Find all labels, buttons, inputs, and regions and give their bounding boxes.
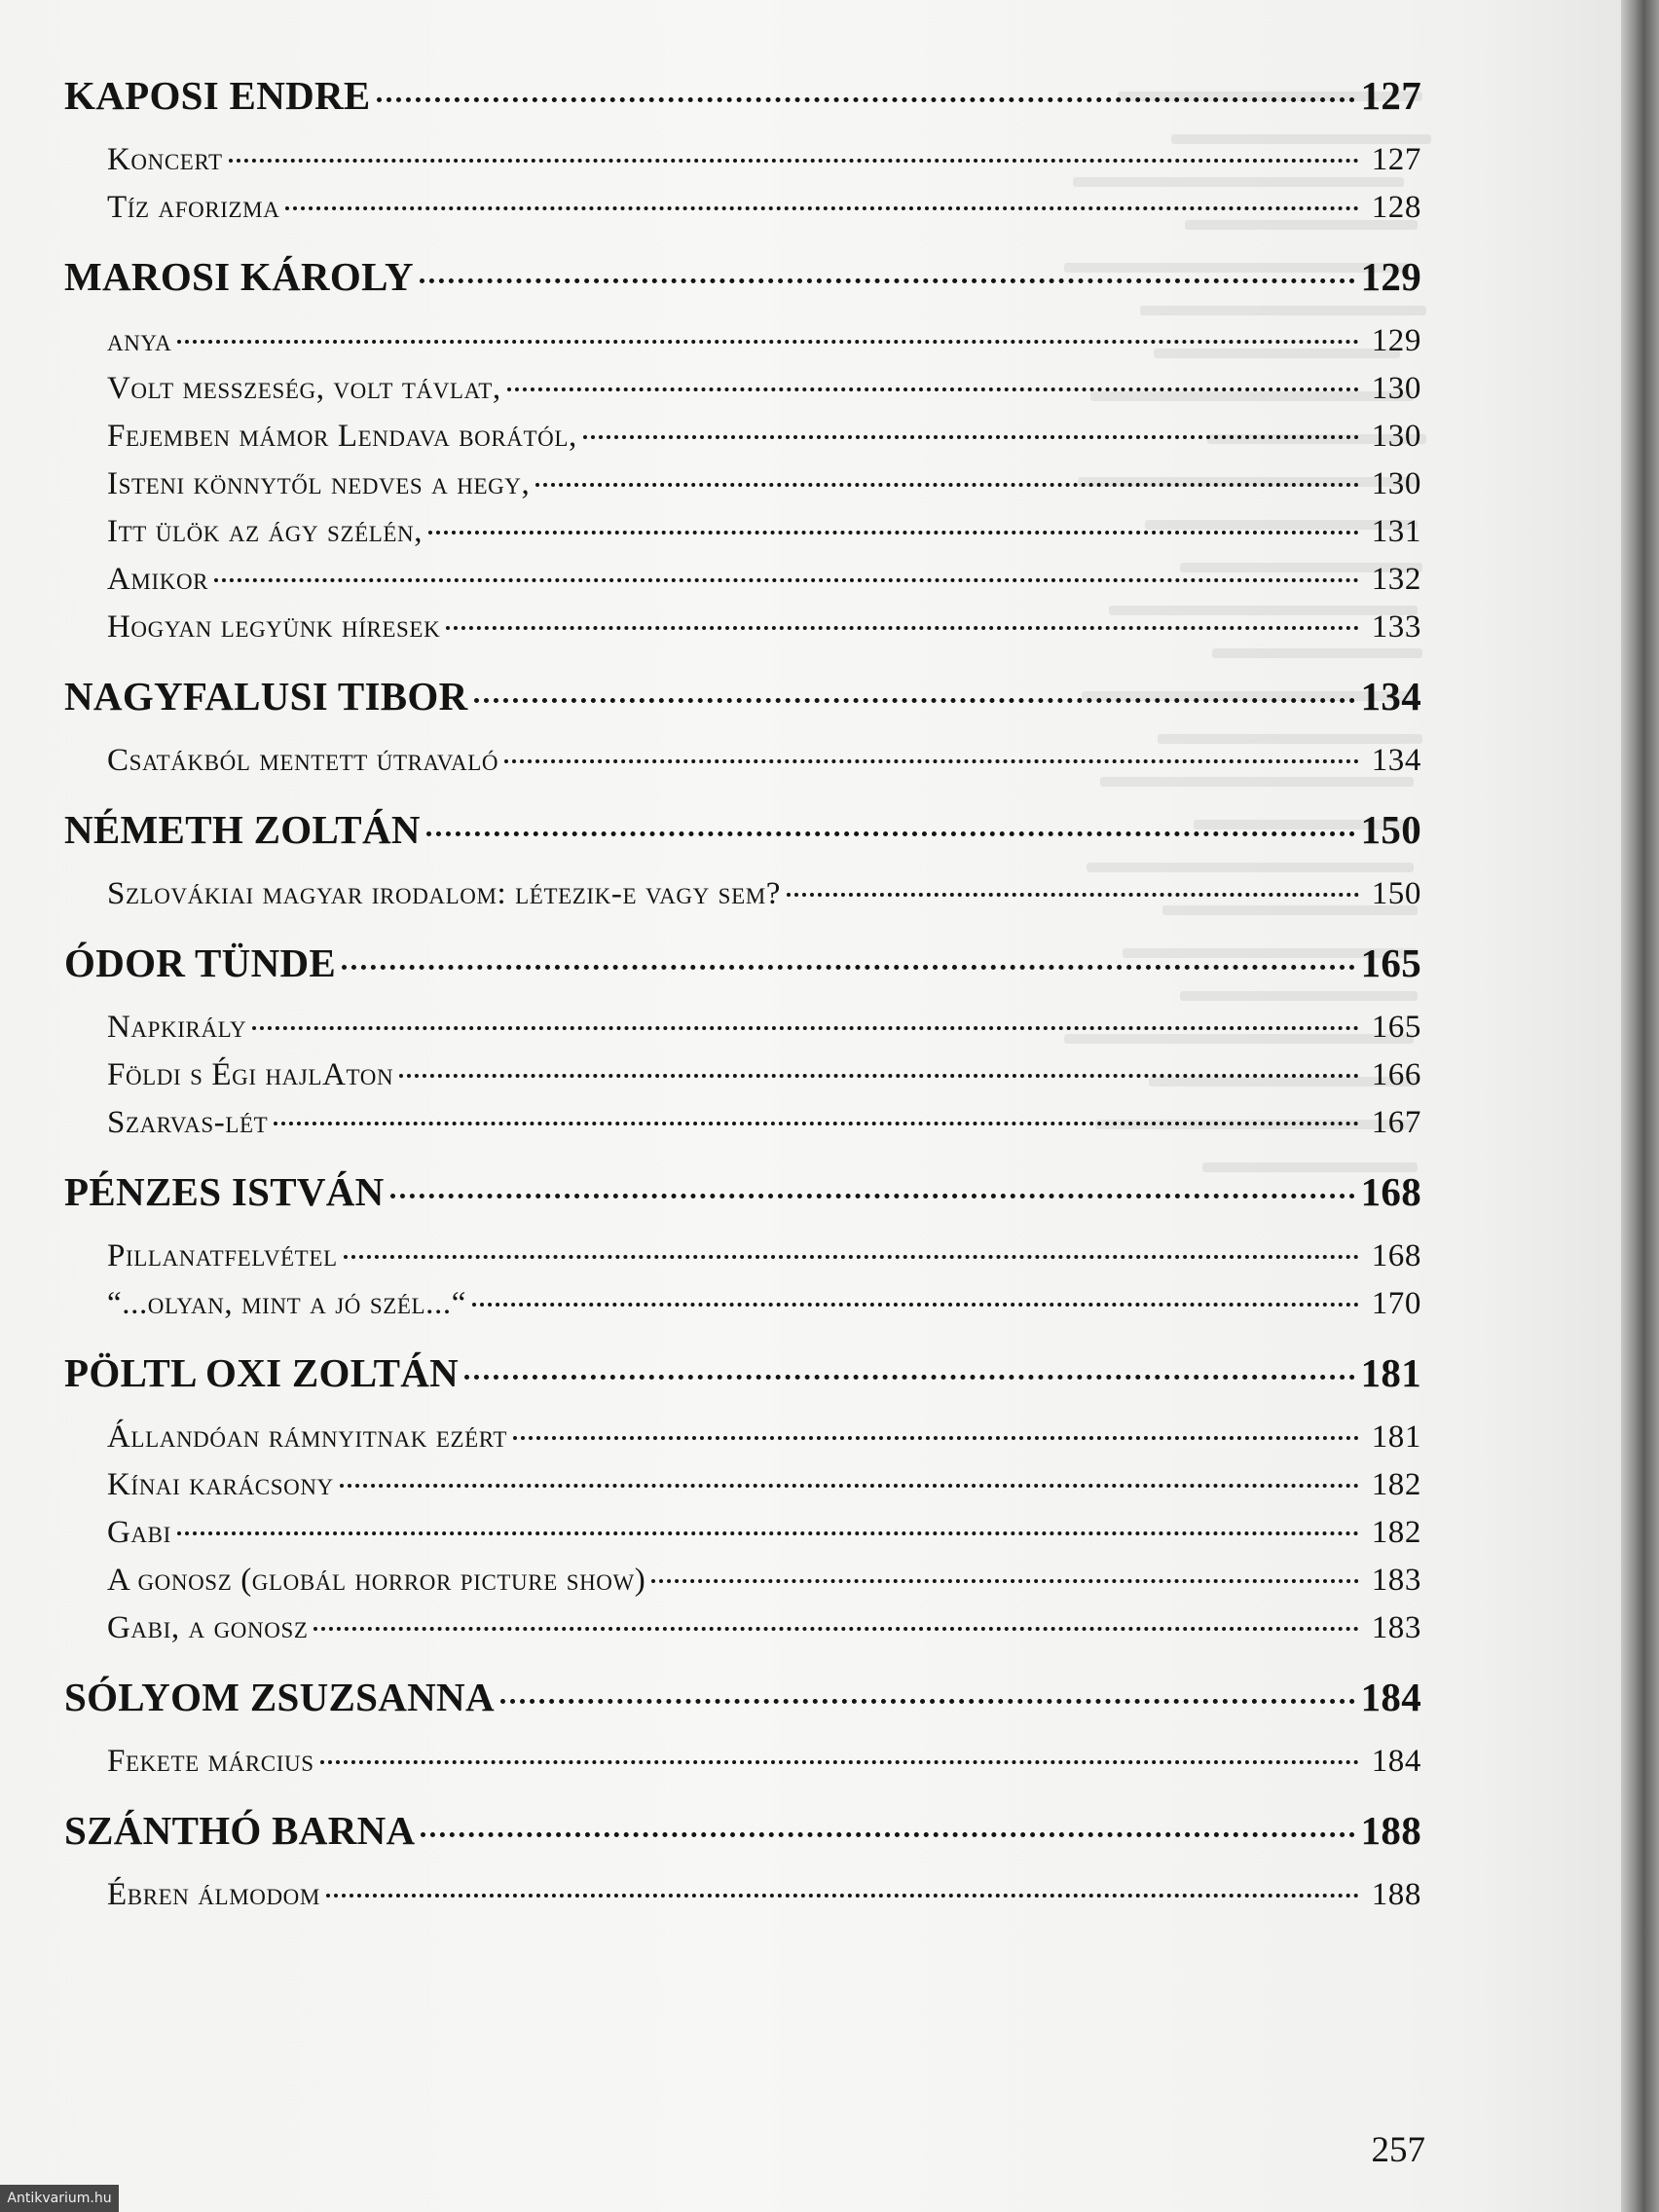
work-page-number: 128 <box>1371 190 1421 225</box>
work-title: Gabi, a gonosz <box>107 1610 309 1645</box>
dot-leader <box>377 97 1355 102</box>
author-entry <box>64 1349 1421 1396</box>
author-name: MAROSI KÁROLY <box>64 254 414 299</box>
watermark-text: Antikvarium.hu <box>0 2185 119 2212</box>
work-title: A gonosz (globál horror picture show) <box>107 1563 646 1598</box>
work-entry <box>64 365 1421 413</box>
author-name: NAGYFALUSI TIBOR <box>64 674 468 719</box>
work-title: Csatákból mentett útravaló <box>107 743 499 778</box>
work-title: Gabi <box>107 1515 171 1550</box>
work-title: Amikor <box>107 562 209 597</box>
work-page-number: 132 <box>1371 562 1421 597</box>
author-page-number: 127 <box>1360 73 1421 118</box>
work-entry <box>64 1738 1421 1786</box>
author-entry <box>64 806 1421 853</box>
dot-leader <box>320 1760 1359 1764</box>
work-page-number: 130 <box>1371 371 1421 406</box>
work-page-number: 166 <box>1371 1057 1421 1092</box>
dot-leader <box>428 531 1359 535</box>
work-title: Kínai karácsony <box>107 1467 334 1502</box>
author-page-number: 165 <box>1360 940 1421 985</box>
author-entry <box>64 940 1421 986</box>
author-entry <box>64 72 1421 119</box>
toc-section <box>64 940 1421 1147</box>
work-page-number: 133 <box>1371 609 1421 645</box>
author-page-number: 168 <box>1360 1169 1421 1214</box>
page-binding-shadow <box>1621 0 1659 2212</box>
work-entry <box>64 317 1421 365</box>
work-page-number: 182 <box>1371 1515 1421 1550</box>
work-title: “...olyan, mint a jó szél...“ <box>107 1286 466 1321</box>
dot-leader <box>583 435 1359 439</box>
work-entry <box>64 1557 1421 1604</box>
toc-section <box>64 72 1421 232</box>
dot-leader <box>177 1531 1359 1535</box>
work-entry <box>64 870 1421 918</box>
work-entry <box>64 1004 1421 1051</box>
work-title: Koncert <box>107 142 223 177</box>
work-page-number: 183 <box>1371 1610 1421 1645</box>
work-page-number: 168 <box>1371 1238 1421 1273</box>
author-page-number: 181 <box>1360 1350 1421 1395</box>
work-page-number: 134 <box>1371 743 1421 778</box>
work-page-number: 188 <box>1371 1877 1421 1912</box>
dot-leader <box>535 483 1359 487</box>
work-entry <box>64 508 1421 556</box>
work-title: Tíz aforizma <box>107 190 280 225</box>
dot-leader <box>513 1436 1359 1440</box>
dot-leader <box>504 759 1359 763</box>
author-page-number: 184 <box>1360 1675 1421 1719</box>
toc-section <box>64 673 1421 785</box>
dot-leader <box>390 1194 1355 1198</box>
work-title: Szarvas-lét <box>107 1105 269 1140</box>
dot-leader <box>214 578 1359 582</box>
dot-leader <box>285 206 1359 210</box>
work-entry <box>64 1414 1421 1461</box>
toc-section <box>64 1807 1421 1919</box>
work-title: Szlovákiai magyar irodalom: létezik-e vagy sem? <box>107 876 782 911</box>
dot-leader <box>507 387 1359 391</box>
dot-leader <box>342 965 1355 970</box>
work-title: Földi s Égi hajlAton <box>107 1057 394 1092</box>
work-page-number: 127 <box>1371 142 1421 177</box>
work-entry <box>64 136 1421 184</box>
dot-leader <box>344 1255 1359 1259</box>
work-title: Pillanatfelvétel <box>107 1238 338 1273</box>
toc-section <box>64 1168 1421 1328</box>
dot-leader <box>426 831 1355 836</box>
author-name: PÖLTL OXI ZOLTÁN <box>64 1350 460 1395</box>
dot-leader <box>787 893 1359 897</box>
work-entry <box>64 556 1421 604</box>
page-number-footer: 257 <box>1371 2130 1425 2170</box>
author-name: ÓDOR TÜNDE <box>64 940 337 985</box>
work-entry <box>64 604 1421 651</box>
dot-leader <box>464 1375 1355 1380</box>
dot-leader <box>274 1122 1359 1125</box>
dot-leader <box>446 626 1359 630</box>
author-page-number: 188 <box>1360 1808 1421 1853</box>
toc-section <box>64 1674 1421 1786</box>
work-entry <box>64 1280 1421 1328</box>
dot-leader <box>474 698 1355 703</box>
work-entry <box>64 184 1421 232</box>
author-name: SÓLYOM ZSUZSANNA <box>64 1675 495 1719</box>
author-name: NÉMETH ZOLTÁN <box>64 807 421 852</box>
work-title: Isteni könnytől nedves a hegy, <box>107 466 531 501</box>
table-of-contents <box>64 72 1421 1940</box>
work-page-number: 181 <box>1371 1419 1421 1455</box>
dot-leader <box>420 278 1355 283</box>
dot-leader <box>177 340 1359 344</box>
author-page-number: 134 <box>1360 674 1421 719</box>
toc-section <box>64 806 1421 918</box>
work-page-number: 129 <box>1371 323 1421 358</box>
work-title: Volt messzeség, volt távlat, <box>107 371 501 406</box>
author-entry <box>64 1168 1421 1215</box>
author-name: SZÁNTHÓ BARNA <box>64 1808 416 1853</box>
work-page-number: 150 <box>1371 876 1421 911</box>
author-entry <box>64 253 1421 300</box>
work-page-number: 167 <box>1371 1105 1421 1140</box>
work-entry <box>64 461 1421 508</box>
work-title: Itt ülök az ágy szélén, <box>107 514 424 549</box>
work-page-number: 130 <box>1371 466 1421 501</box>
dot-leader <box>421 1832 1354 1837</box>
work-title: Hogyan legyünk híresek <box>107 609 441 645</box>
work-entry <box>64 1233 1421 1280</box>
dot-leader <box>326 1894 1359 1898</box>
dot-leader <box>313 1627 1359 1631</box>
work-entry <box>64 1509 1421 1557</box>
work-page-number: 184 <box>1371 1744 1421 1779</box>
author-name: PÉNZES ISTVÁN <box>64 1169 385 1214</box>
work-entry <box>64 413 1421 461</box>
work-page-number: 182 <box>1371 1467 1421 1502</box>
author-page-number: 150 <box>1360 807 1421 852</box>
work-entry <box>64 737 1421 785</box>
dot-leader <box>651 1579 1359 1583</box>
author-entry <box>64 1807 1421 1854</box>
work-title: Fekete március <box>107 1744 314 1779</box>
work-entry <box>64 1051 1421 1099</box>
author-entry <box>64 673 1421 719</box>
work-title: Állandóan rámnyitnak ezért <box>107 1419 508 1455</box>
work-page-number: 165 <box>1371 1010 1421 1045</box>
work-title: Fejemben mámor Lendava borától, <box>107 419 577 454</box>
dot-leader <box>399 1074 1359 1078</box>
work-entry <box>64 1871 1421 1919</box>
toc-section <box>64 253 1421 651</box>
work-entry <box>64 1461 1421 1509</box>
work-title: Napkirály <box>107 1010 247 1045</box>
work-title: Ébren álmodom <box>107 1877 320 1912</box>
work-page-number: 183 <box>1371 1563 1421 1598</box>
dot-leader <box>229 159 1359 163</box>
work-entry <box>64 1099 1421 1147</box>
work-page-number: 130 <box>1371 419 1421 454</box>
dot-leader <box>500 1699 1355 1704</box>
author-page-number: 129 <box>1360 254 1421 299</box>
dot-leader <box>252 1026 1359 1030</box>
dot-leader <box>472 1303 1359 1307</box>
work-page-number: 131 <box>1371 514 1421 549</box>
author-name: KAPOSI ENDRE <box>64 73 371 118</box>
work-title: anya <box>107 323 172 358</box>
author-entry <box>64 1674 1421 1720</box>
dot-leader <box>340 1484 1359 1488</box>
toc-section <box>64 1349 1421 1652</box>
work-page-number: 170 <box>1371 1286 1421 1321</box>
work-entry <box>64 1604 1421 1652</box>
